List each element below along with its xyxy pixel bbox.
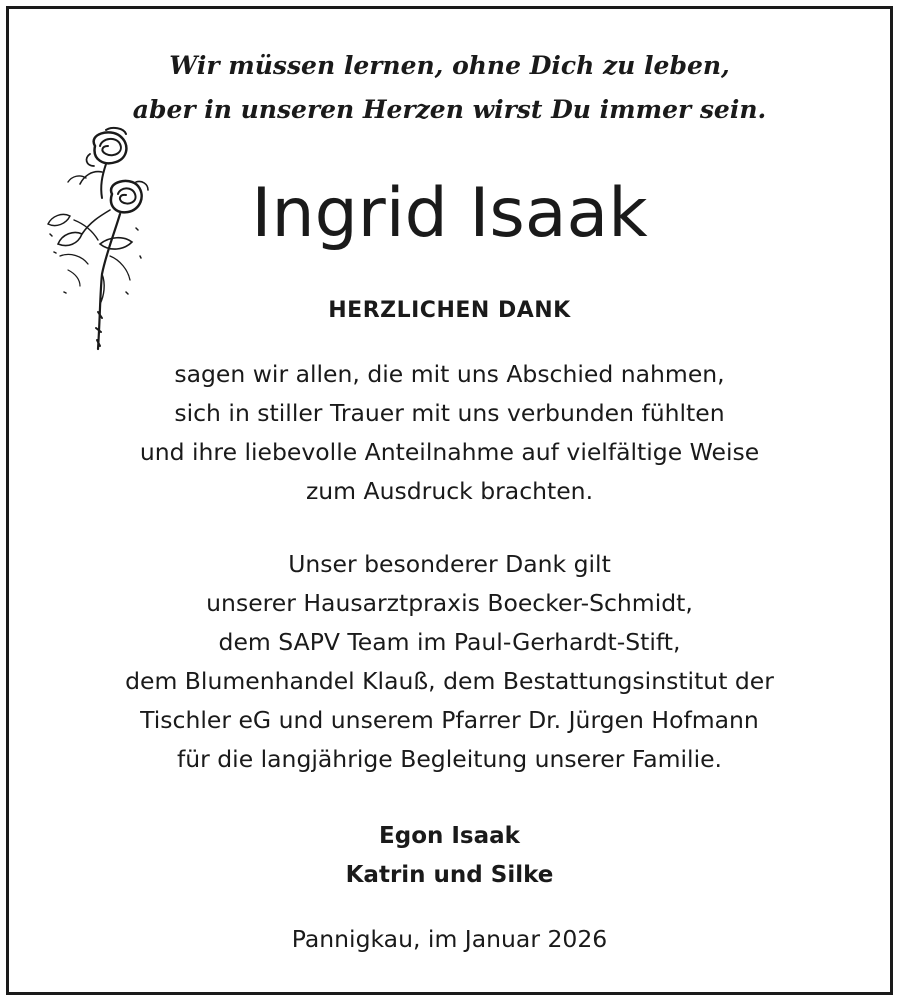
thanks-paragraph xyxy=(0,355,899,511)
text-line: sich in stiller Trauer mit uns verbunden fühlten xyxy=(174,399,725,427)
thanks-heading: HERZLICHEN DANK xyxy=(328,298,571,323)
signer-name: Katrin und Silke xyxy=(345,862,554,888)
motto-quote xyxy=(0,44,899,132)
text-line: und ihre liebevolle Anteilnahme auf vielfältige Weise xyxy=(139,438,760,466)
text-line: für die langjährige Begleitung unserer Familie. xyxy=(176,745,723,773)
text-line: dem Blumenhandel Klauß, dem Bestattungsinstitut der xyxy=(125,667,774,695)
motto-line: Wir müssen lernen, ohne Dich zu leben, xyxy=(169,51,730,80)
text-line: sagen wir allen, die mit uns Abschied nahmen, xyxy=(174,360,725,388)
text-line: Unser besonderer Dank gilt xyxy=(288,550,611,578)
text-line: unserer Hausarztpraxis Boecker-Schmidt, xyxy=(206,589,693,617)
text-line: zum Ausdruck brachten. xyxy=(305,477,594,505)
special-thanks-paragraph xyxy=(0,545,899,779)
place-date: Pannigkau, im Januar 2026 xyxy=(291,925,608,953)
text-line: dem SAPV Team im Paul-Gerhardt-Stift, xyxy=(218,628,681,656)
motto-line: aber in unseren Herzen wirst Du immer sein. xyxy=(132,95,767,124)
deceased-name: Ingrid Isaak xyxy=(251,174,648,253)
signers xyxy=(0,817,899,895)
text-line: Tischler eG und unserem Pfarrer Dr. Jürgen Hofmann xyxy=(140,706,759,734)
signer-name: Egon Isaak xyxy=(379,823,520,849)
